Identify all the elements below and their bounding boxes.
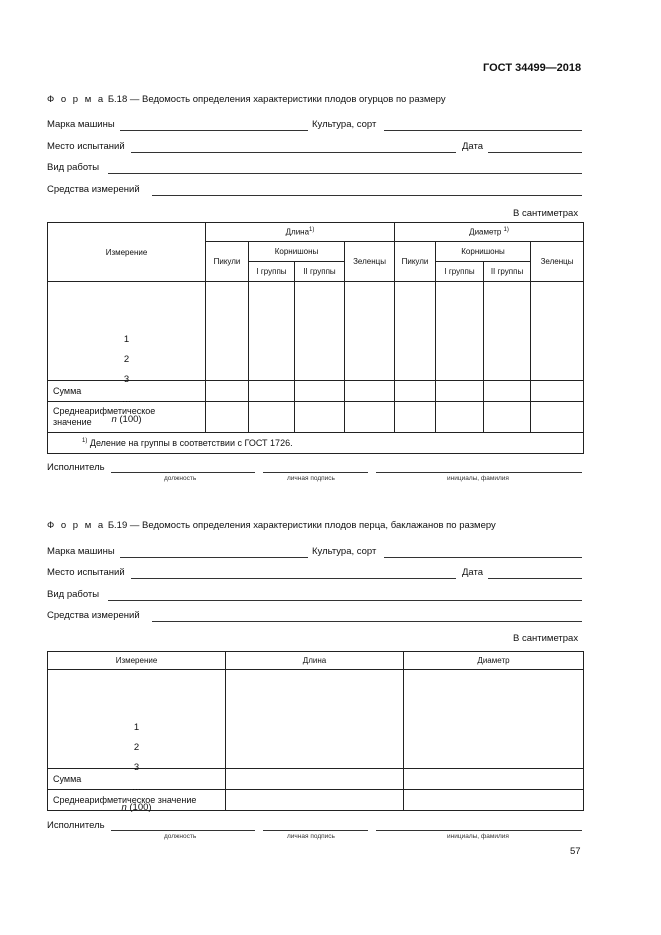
form19-sum-label: Сумма <box>48 769 226 790</box>
form18-crop-label: Культура, сорт <box>312 119 377 130</box>
form19-row-n: n (100) <box>121 802 152 813</box>
form18-data-cell[interactable] <box>206 282 249 381</box>
form18-data-cell[interactable] <box>484 282 531 381</box>
form18-data-cell[interactable] <box>395 282 436 381</box>
form18-machine-field[interactable] <box>120 130 308 131</box>
form18-data-cell[interactable] <box>531 282 584 381</box>
form18-row-n: n (100) <box>111 414 142 425</box>
form19-sign-caption: личная подпись <box>287 833 335 840</box>
form18-data-cell[interactable] <box>345 381 395 402</box>
form18-position-caption: должность <box>164 475 197 482</box>
form18-data-cell[interactable] <box>345 282 395 381</box>
form18-executor-label: Исполнитель <box>47 462 105 473</box>
form19-place-field[interactable] <box>131 578 456 579</box>
form19-units: В сантиметрах <box>513 633 579 644</box>
form18-row-3: 3 <box>123 374 130 385</box>
form18-data-cell[interactable] <box>436 402 484 433</box>
form18-units: В сантиметрах <box>513 208 579 219</box>
form19-date-label: Дата <box>462 567 484 578</box>
form18-diam-greens: Зеленцы <box>531 242 584 282</box>
form18-length-pickles: Пикули <box>206 242 249 282</box>
form18-table <box>47 222 584 454</box>
form19-data-cell[interactable] <box>226 769 404 790</box>
form18-crop-field[interactable] <box>384 130 582 131</box>
form18-diam-group1: I группы <box>436 262 484 282</box>
form18-diam-group2: II группы <box>484 262 531 282</box>
form18-data-cell[interactable] <box>249 402 295 433</box>
form18-sum-label: Сумма <box>48 381 206 402</box>
form18-footnote: $^{1)}$ Деление на группы в соответствии с ГОСТ 1726. <box>48 433 584 454</box>
form18-data-cell[interactable] <box>345 402 395 433</box>
form18-row-ellipsis: … <box>121 394 132 405</box>
form18-work-field[interactable] <box>108 173 582 174</box>
form19-row-2: 2 <box>133 742 140 753</box>
form19-row-3: 3 <box>133 762 140 773</box>
form18-data-cell[interactable] <box>436 282 484 381</box>
form19-crop-label: Культура, сорт <box>312 546 377 557</box>
form19-header-length: Длина <box>226 652 404 670</box>
form18-work-label: Вид работы <box>47 162 100 173</box>
form19-machine-label: Марка машины <box>47 546 115 557</box>
form19-data-cell[interactable] <box>404 769 584 790</box>
form18-place-field[interactable] <box>131 152 456 153</box>
form19-name-caption: инициалы, фамилия <box>447 833 509 840</box>
form19-row-ellipsis: … <box>131 782 142 793</box>
form18-title <box>47 94 446 105</box>
form19-work-label: Вид работы <box>47 589 100 600</box>
form18-position-field[interactable] <box>111 472 255 473</box>
form18-data-cell[interactable] <box>531 381 584 402</box>
form18-data-cell[interactable] <box>395 381 436 402</box>
form19-place-label: Место испытаний <box>47 567 125 578</box>
form18-date-field[interactable] <box>488 152 582 153</box>
form19-position-field[interactable] <box>111 830 255 831</box>
form18-row-1: 1 <box>123 334 130 345</box>
form18-diam-pickles: Пикули <box>395 242 436 282</box>
form18-date-label: Дата <box>462 141 484 152</box>
form18-header-length: Длина$^{1)}$ <box>206 223 395 242</box>
form18-length-gherkins: Корнишоны <box>249 242 345 262</box>
form18-prefix: Ф о р м а <box>47 94 106 105</box>
form19-data-cell[interactable] <box>226 670 404 769</box>
form19-sign-field[interactable] <box>263 830 368 831</box>
form18-length-group1: I группы <box>249 262 295 282</box>
form18-mean-label: Среднеарифметическое значение <box>48 402 206 433</box>
page-number: 57 <box>570 846 581 857</box>
form18-data-cell[interactable] <box>531 402 584 433</box>
form19-row-1: 1 <box>133 722 140 733</box>
form18-data-cell[interactable] <box>206 402 249 433</box>
form19-header-diameter: Диаметр <box>404 652 584 670</box>
form19-title <box>47 520 496 531</box>
form19-instruments-label: Средства измерений <box>47 610 140 621</box>
form18-header-diameter: Диаметр $^{1)}$ <box>395 223 584 242</box>
form18-length-group2: II группы <box>295 262 345 282</box>
form19-position-caption: должность <box>164 833 197 840</box>
form18-data-cell[interactable] <box>436 381 484 402</box>
form18-length-greens: Зеленцы <box>345 242 395 282</box>
form18-data-cell[interactable] <box>249 381 295 402</box>
form18-instruments-field[interactable] <box>152 195 582 196</box>
form19-data-cell[interactable] <box>404 790 584 811</box>
form18-header-measure: Измерение <box>48 223 206 282</box>
form18-machine-label: Марка машины <box>47 119 115 130</box>
form18-data-cell[interactable] <box>484 402 531 433</box>
form18-instruments-label: Средства измерений <box>47 184 140 195</box>
form19-executor-label: Исполнитель <box>47 820 105 831</box>
form19-machine-field[interactable] <box>120 557 308 558</box>
form18-data-cell[interactable] <box>206 381 249 402</box>
form18-data-cell[interactable] <box>395 402 436 433</box>
form18-name-caption: инициалы, фамилия <box>447 475 509 482</box>
form19-crop-field[interactable] <box>384 557 582 558</box>
form18-sign-field[interactable] <box>263 472 368 473</box>
standard-number: ГОСТ 34499—2018 <box>483 62 582 74</box>
form19-data-cell[interactable] <box>404 670 584 769</box>
form18-data-cell[interactable] <box>295 381 345 402</box>
form18-sign-caption: личная подпись <box>287 475 335 482</box>
form18-data-cell[interactable] <box>295 282 345 381</box>
form18-data-cell[interactable] <box>249 282 295 381</box>
form19-table <box>47 651 584 811</box>
form18-title-text: Б.18 — Ведомость определения характеристики плодов огурцов по размеру <box>107 94 446 105</box>
form19-date-field[interactable] <box>488 578 582 579</box>
form18-row-2: 2 <box>123 354 130 365</box>
form19-instruments-field[interactable] <box>152 621 582 622</box>
form18-diam-gherkins: Корнишоны <box>436 242 531 262</box>
form18-data-cell[interactable] <box>295 402 345 433</box>
form19-mean-label: Среднеарифметическое значение <box>48 790 226 811</box>
form19-header-measure: Измерение <box>48 652 226 670</box>
form19-work-field[interactable] <box>108 600 582 601</box>
form19-prefix: Ф о р м а <box>47 520 106 531</box>
form18-name-field[interactable] <box>376 472 582 473</box>
form18-place-label: Место испытаний <box>47 141 125 152</box>
form19-name-field[interactable] <box>376 830 582 831</box>
form18-data-cell[interactable] <box>484 381 531 402</box>
form19-title-text: Б.19 — Ведомость определения характеристики плодов перца, баклажанов по размеру <box>107 520 496 531</box>
form19-data-cell[interactable] <box>226 790 404 811</box>
